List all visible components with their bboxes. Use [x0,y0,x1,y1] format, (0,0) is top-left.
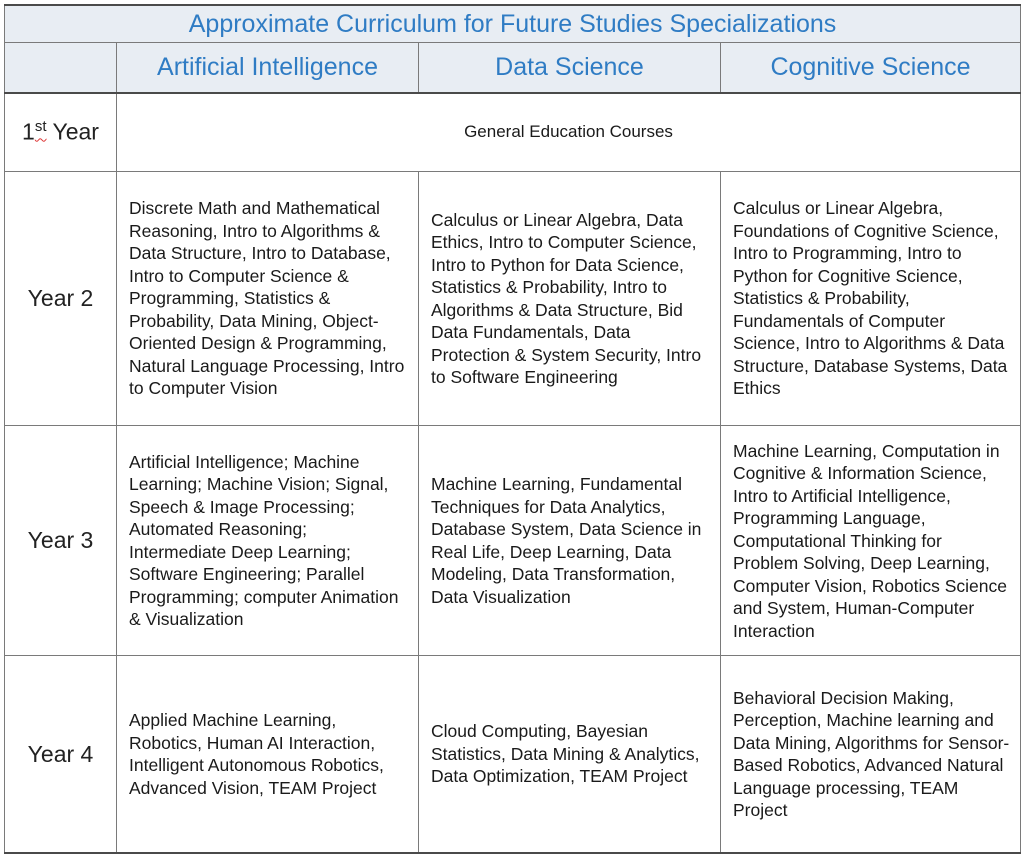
year-word: Year [46,118,99,145]
row-label-year-1 [5,93,117,172]
cell-ds-year-2: Calculus or Linear Algebra, Data Ethics, Intro to Computer Science, Intro to Python for Data Science, Statistics & Probability, Intro to Algorithms & Data Structure, Bid Data Fundamentals, Data Protection & System Security, Intro to Software Engineering [419,171,721,426]
column-header-ai: Artificial Intelligence [117,43,419,93]
row-label-year-4: Year 4 [5,656,117,853]
curriculum-table [4,4,1021,854]
row-label-year-3: Year 3 [5,426,117,656]
cell-cs-year-3: Machine Learning, Computation in Cognitive & Information Science, Intro to Artificial Intelligence, Programming Language, Computational Thinking for Problem Solving, Deep Learning, Computer Vision, Robotics Science and System, Human-Computer Interaction [721,426,1021,656]
corner-header [5,43,117,93]
column-header-cs: Cognitive Science [721,43,1021,93]
column-header-row [5,43,1021,93]
cell-ai-year-4: Applied Machine Learning, Robotics, Human AI Interaction, Intelligent Autonomous Robotics, Advanced Vision, TEAM Project [117,656,419,853]
table-row [5,93,1021,172]
cell-ai-year-3: Artificial Intelligence; Machine Learning; Machine Vision; Signal, Speech & Image Processing; Automated Reasoning; Intermediate Deep Learning; Software Engineering; Parallel Programming; computer Animation & Visualization [117,426,419,656]
cell-ds-year-4: Cloud Computing, Bayesian Statistics, Data Mining & Analytics, Data Optimization, TEAM Project [419,656,721,853]
table-row [5,656,1021,853]
table-title: Approximate Curriculum for Future Studies Specializations [5,5,1021,43]
general-education-cell: General Education Courses [117,93,1021,172]
table-row [5,171,1021,426]
column-header-ds: Data Science [419,43,721,93]
year-number: 1 [22,118,35,145]
table-row [5,426,1021,656]
cell-ai-year-2: Discrete Math and Mathematical Reasoning, Intro to Algorithms & Data Structure, Intro to Database, Intro to Computer Science & Programming, Statistics & Probability, Data Mining, Object-Oriented Design & Programming, Natural Language Processing, Intro to Computer Vision [117,171,419,426]
title-row [5,5,1021,43]
cell-ds-year-3: Machine Learning, Fundamental Techniques for Data Analytics, Database System, Data Science in Real Life, Deep Learning, Data Modeling, Data Transformation, Data Visualization [419,426,721,656]
cell-cs-year-2: Calculus or Linear Algebra, Foundations of Cognitive Science, Intro to Programming, Intro to Python for Cognitive Science, Statistics & Probability, Fundamentals of Computer Science, Intro to Algorithms & Data Structure, Database Systems, Data Ethics [721,171,1021,426]
year-ordinal-suffix: st [34,118,47,136]
row-label-year-2: Year 2 [5,171,117,426]
cell-cs-year-4: Behavioral Decision Making, Perception, Machine learning and Data Mining, Algorithms for Sensor-Based Robotics, Advanced Natural Language processing, TEAM Project [721,656,1021,853]
